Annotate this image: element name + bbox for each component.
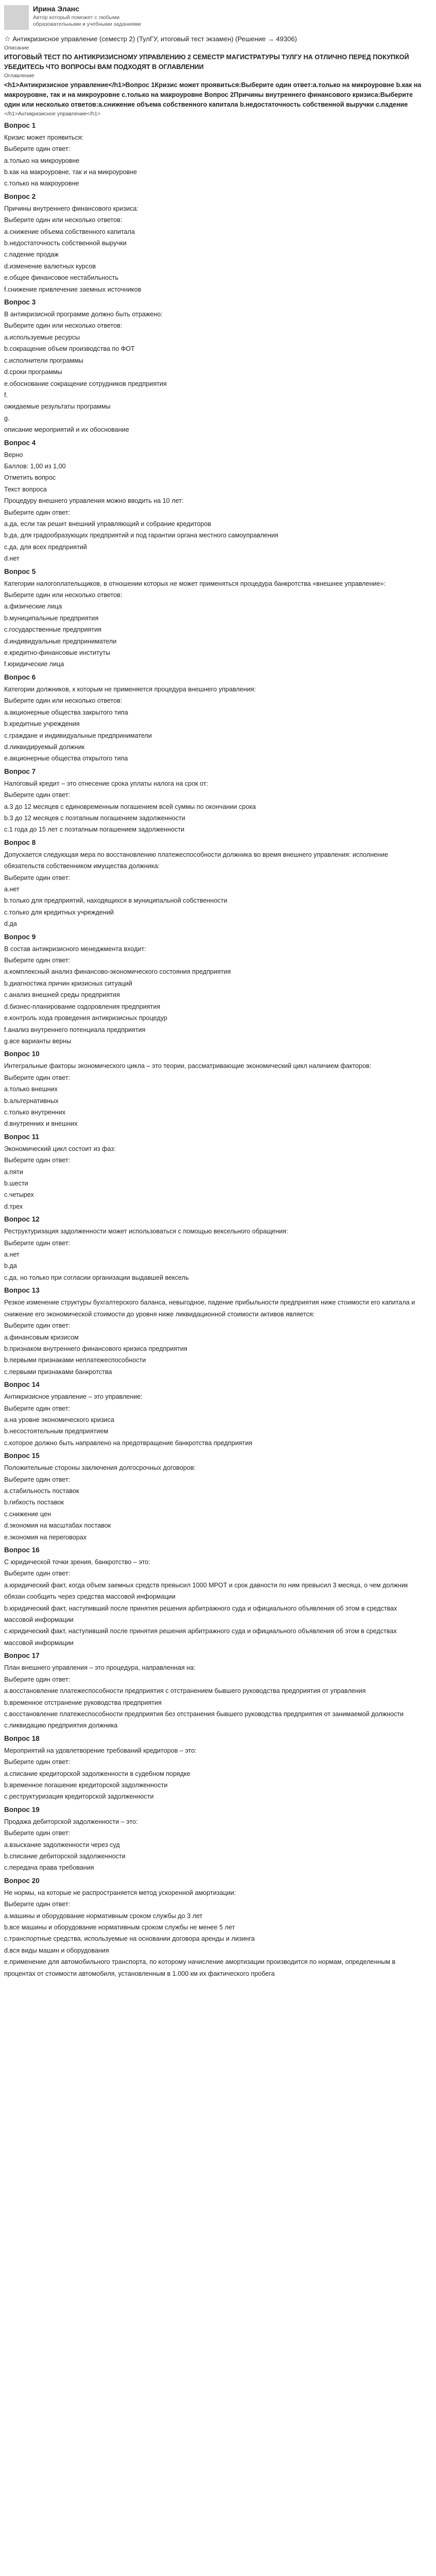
question-block: [4, 191, 424, 295]
answer-option: c.первыми признаками банкротства: [4, 1368, 112, 1376]
question-instruction: Выберите один ответ:: [4, 1675, 71, 1683]
answer-option: b.муниципальные предприятия: [4, 614, 99, 622]
question-text: С юридической точки зрения, банкротство – это:: [4, 1558, 150, 1566]
answer-option: a.акционерные общества закрытого типа: [4, 708, 128, 716]
question-instruction: Выберите один ответ:: [4, 791, 71, 799]
question-instruction: Выберите один ответ:: [4, 1322, 71, 1330]
question-instruction: Выберите один или несколько ответов:: [4, 697, 123, 705]
question-text: Причины внутреннего финансового кризиса:: [4, 205, 138, 212]
answer-option: b.временное отстранение руководства предприятия: [4, 1699, 162, 1706]
question-instruction: Выберите один ответ:: [4, 1476, 71, 1483]
avatar[interactable]: [4, 5, 29, 30]
question-instruction: Выберите один ответ:: [4, 1570, 71, 1578]
question-text: Мероприятий на удовлетворение требований кредиторов – это:: [4, 1747, 197, 1754]
answer-option: c.снижение цен: [4, 1510, 51, 1518]
question-text: Реструктуризация задолженности может использоваться с помощью вексельного обращения:: [4, 1228, 288, 1235]
answer-option: d.сроки программы: [4, 368, 62, 376]
answer-option: Текст вопроса: [4, 485, 47, 493]
answer-option: a.взыскание задолженности через суд: [4, 1841, 120, 1849]
question-block: [4, 1131, 424, 1212]
question-block: [4, 1048, 424, 1129]
question-title: Вопрос 12: [4, 1215, 40, 1224]
answer-option: e.кредитно-финансовые институты: [4, 649, 111, 657]
answer-option: c.которое должно быть направлено на предотвращение банкротства предприятия: [4, 1439, 253, 1447]
question-block: [4, 437, 424, 565]
question-title: Вопрос 6: [4, 673, 36, 681]
answer-option: c.падение продаж: [4, 251, 59, 259]
answer-option: c.исполнители программы: [4, 357, 83, 364]
document-title-block: [4, 34, 424, 44]
answer-option: a.стабильность поставок: [4, 1487, 79, 1495]
question-instruction: Выберите один ответ:: [4, 1829, 71, 1837]
answer-option: a.списание кредиторской задолженности в судебном порядке: [4, 1770, 190, 1777]
question-text: Верно: [4, 451, 23, 459]
answer-option: Выберите один ответ:: [4, 509, 71, 516]
answer-option: d.индивидуальные предприниматели: [4, 637, 117, 645]
question-block: [4, 1450, 424, 1543]
description-label: Описание: [4, 44, 29, 51]
questions-list: [4, 120, 424, 1979]
answer-option: c.да, для всех предприятий: [4, 543, 87, 551]
question-text: Категории налогоплательщиков, в отношении которых не может применяться процедура банкротства «внешнее управление»:: [4, 580, 386, 587]
question-title: Вопрос 3: [4, 298, 36, 307]
star-icon: ☆: [4, 35, 11, 43]
question-title: Вопрос 8: [4, 838, 36, 846]
answer-option: c.только для кредитных учреждений: [4, 908, 114, 916]
question-title: Вопрос 11: [4, 1132, 39, 1141]
question-title: Вопрос 20: [4, 1876, 40, 1885]
question-instruction: Выберите один ответ:: [4, 1157, 71, 1164]
question-block: [4, 1804, 424, 1874]
question-title: Вопрос 14: [4, 1381, 40, 1389]
answer-option: g.все варианты верны: [4, 1037, 72, 1045]
question-title: Вопрос 15: [4, 1452, 40, 1460]
answer-option: a.на уровне экономического кризиса: [4, 1416, 115, 1423]
question-title: Вопрос 10: [4, 1050, 40, 1058]
question-block: [4, 120, 424, 190]
toc-text: <h1>Антикризисное управление</h1>Вопрос 1Кризис может проявиться:Выберите один ответ:a.только на микроуровне b.как на макроуровне, так и на микроуровне c.только на макроуровне Вопрос 2Причины внутреннего финансового кризиса:Выберите один или несколько ответов:a.снижение объема собственного капитала b.недостаточность собственной выручки c.падение: [4, 81, 422, 109]
answer-option: a.комплексный анализ финансово-экономического состояния предприятия: [4, 968, 231, 976]
question-block: [4, 837, 424, 930]
answer-option: a.физические лица: [4, 603, 62, 611]
question-title: Вопрос 7: [4, 767, 36, 775]
question-text: Кризис может проявиться:: [4, 133, 84, 141]
answer-option: e.экономия на переговорах: [4, 1533, 87, 1541]
question-block: [4, 296, 424, 435]
answer-option: d.трех: [4, 1202, 23, 1210]
answer-option: b.как на макроуровне, так и на микроуровне: [4, 168, 137, 176]
answer-option: a.восстановление платежеспособности предприятия с отстранением бывшего руководства предприятия от управления: [4, 1687, 366, 1695]
answer-option: a.нет: [4, 1251, 20, 1259]
question-text: Антикризисное управление – это управление:: [4, 1393, 143, 1401]
question-text: Налоговый кредит – это отнесение срока уплаты налога на срок от:: [4, 779, 208, 787]
answer-option: a.машины и оборудование нормативным сроком службы до 3 лет: [4, 1912, 203, 1920]
answer-option: c.передача права требования: [4, 1864, 94, 1872]
question-block: [4, 1733, 424, 1803]
question-title: Вопрос 19: [4, 1805, 40, 1814]
question-text: Интегральные факторы экономического цикла – это теории, рассматривающие экономический цикл наличием факторов:: [4, 1062, 372, 1070]
question-instruction: Выберите один или несколько ответов:: [4, 322, 123, 330]
question-block: [4, 1875, 424, 1979]
question-block: [4, 1379, 424, 1449]
question-instruction: Выберите один ответ:: [4, 1239, 71, 1247]
question-instruction: Выберите один ответ:: [4, 874, 71, 882]
answer-option: e.контроль хода проведения антикризисных процедур: [4, 1014, 167, 1022]
question-text: Экономический цикл состоит из фаз:: [4, 1145, 116, 1153]
question-instruction: Выберите один ответ:: [4, 1901, 71, 1908]
answer-option: d.да: [4, 920, 17, 928]
answer-option: b.диагностика причин кризисных ситуаций: [4, 979, 132, 987]
question-text: Продажа дебиторской задолженности – это:: [4, 1818, 138, 1825]
answer-option: a.снижение объема собственного капитала: [4, 228, 135, 235]
answer-option: b.списание дебиторской задолженности: [4, 1853, 126, 1860]
answer-option: b.да, для градообразующих предприятий и под гарантии органа местного самоуправления: [4, 532, 278, 539]
answer-option: c.государственные предприятия: [4, 626, 101, 634]
answer-option: d.бизнес-планирование оздоровления предприятия: [4, 1003, 161, 1010]
toc-label: Оглавление: [4, 73, 34, 79]
answer-option: b.альтернативных: [4, 1097, 59, 1105]
question-block: [4, 1650, 424, 1731]
answer-option: c.граждане и индивидуальные предприниматели: [4, 732, 152, 739]
question-title: Вопрос 17: [4, 1652, 40, 1660]
answer-option: d.ликвидируемый должник: [4, 743, 85, 751]
question-text: В состав антикризисного менеджмента входит:: [4, 945, 146, 953]
answer-option: c.восстановление платежеспособности предприятия без отстранения бывшего руководства предприятия от занимаемой должности: [4, 1710, 404, 1718]
author-block: [4, 4, 424, 30]
question-block: [4, 766, 424, 836]
answer-option: c.только внутренних: [4, 1108, 66, 1116]
question-instruction: Выберите один ответ:: [4, 957, 71, 964]
answer-option: b.признаком внутреннего финансового кризиса предприятия: [4, 1345, 187, 1352]
author-description: Автор который поможет с любыми образовательными и учебными заданиями: [33, 14, 141, 27]
question-instruction: Выберите один ответ:: [4, 1404, 71, 1412]
answer-option: d.изменение валютных курсов: [4, 262, 96, 270]
question-text: План внешнего управления – это процедура, направленная на:: [4, 1664, 196, 1672]
question-block: [4, 1544, 424, 1649]
answer-option: b.все машины и оборудование нормативным сроком службы не менее 5 лет: [4, 1924, 235, 1931]
answer-option: c.юридический факт, наступивший после принятия решения арбитражного суда и официального объявления об этом в средствах массовой информации: [4, 1628, 397, 1647]
question-title: Вопрос 18: [4, 1734, 40, 1742]
answer-option: b.гибкость поставок: [4, 1499, 64, 1506]
question-title: Вопрос 5: [4, 567, 36, 575]
answer-option: c.1 года до 15 лет с поэтапным погашением задолженности: [4, 826, 185, 834]
question-text: Не нормы, на которые не распространяется метод ускоренной амортизации:: [4, 1889, 236, 1896]
answer-option: b.да: [4, 1262, 17, 1270]
question-block: [4, 1213, 424, 1283]
answer-option: c.ликвидацию предприятия должника: [4, 1722, 118, 1730]
answer-option: b.первыми признаками неплатежеспособности: [4, 1357, 146, 1364]
answer-option: b.сокращение объем производства по ФОТ: [4, 345, 135, 353]
answer-option: c.транспортные средства, используемые на основании договора аренды и лизинга: [4, 1935, 255, 1943]
answer-option: a.финансовым кризисом: [4, 1333, 79, 1341]
answer-option: d.нет: [4, 555, 20, 563]
question-text: Положительные стороны заключения долгосрочных договоров:: [4, 1464, 196, 1472]
answer-option: f.: [4, 391, 8, 399]
answer-option: c.да, но только при согласии организации выдавшей вексель: [4, 1274, 189, 1281]
question-title: Вопрос 1: [4, 121, 36, 129]
author-name[interactable]: Ирина Эланс: [33, 5, 79, 13]
question-instruction: Выберите один ответ:: [4, 145, 71, 153]
answer-option: e.общее финансовое нестабильность: [4, 274, 118, 282]
question-block: [4, 931, 424, 1047]
answer-option: d.экономия на масштабах поставок: [4, 1522, 111, 1530]
question-title: Вопрос 13: [4, 1286, 40, 1295]
answer-option: f.анализ внутреннего потенциала предприятия: [4, 1026, 146, 1033]
answer-option: Отметить вопрос: [4, 474, 56, 482]
answer-option: b.несостоятельным предприятием: [4, 1428, 108, 1435]
question-text: Резкое изменение структуры бухгалтерского баланса, невыгодное, падение прибыльности предприятия ниже стоимости его капитала и снижение его экономической стоимости до уровня ниже ликвидационной стоимости активов является:: [4, 1299, 415, 1318]
question-text: В антикризисной программе должно быть отражено:: [4, 311, 163, 318]
answer-option: b.кредитные учреждения: [4, 720, 80, 728]
question-block: [4, 671, 424, 765]
answer-option: c.четырех: [4, 1191, 34, 1199]
question-title: Вопрос 4: [4, 438, 36, 447]
answer-option: e.акционерные общества открытого типа: [4, 755, 128, 762]
question-title: Вопрос 16: [4, 1546, 40, 1554]
question-instruction: Баллов: 1,00 из 1,00: [4, 462, 66, 470]
answer-option: e.обоснование сокращение сотрудников предприятия: [4, 380, 167, 387]
question-text: Допускается следующая мера по восстановлению платежеспособности должника во время внешнего управления: исполнение обязательств собственником имущества должника:: [4, 851, 389, 870]
answer-option: a.нет: [4, 886, 20, 893]
answer-option: f.юридические лица: [4, 660, 64, 668]
question-instruction: Выберите один ответ:: [4, 1074, 71, 1081]
answer-option: ожидаемые результаты программы: [4, 403, 111, 411]
answer-option: b.юридический факт, наступивший после принятия решения арбитражного суда и официального объявления об этом в средствах массовой информации: [4, 1604, 397, 1624]
answer-option: a.только на микроуровне: [4, 157, 80, 164]
question-block: [4, 566, 424, 670]
answer-option: a.пяти: [4, 1168, 23, 1176]
answer-option: b.3 до 12 месяцев с поэтапным погашением задолженности: [4, 814, 185, 822]
answer-option: c.только на макроуровне: [4, 180, 79, 188]
answer-option: b.недостаточность собственной выручки: [4, 240, 127, 247]
answer-option: описание мероприятий и их обоснование: [4, 426, 129, 434]
answer-option: a.да, если так решит внешний управляющий и собрание кредиторов: [4, 520, 212, 528]
question-title: Вопрос 2: [4, 192, 36, 200]
answer-option: b.шести: [4, 1180, 28, 1187]
answer-option: e.применение для автомобильного транспорта, по которому начисление амортизации производится по нормам, определенным в процентах от стоимости автомобиля, установленным в 1.000 км их фактического пробега: [4, 1958, 396, 1977]
question-instruction: Выберите один или несколько ответов:: [4, 591, 123, 599]
question-instruction: Выберите один ответ:: [4, 1758, 71, 1766]
answer-option: d.вся виды машин и оборудования: [4, 1946, 109, 1954]
question-block: [4, 1284, 424, 1378]
document-title: Антикризисное управление (семестр 2) (ТулГУ, итоговый тест экзамен) (Решение → 49306): [12, 35, 297, 43]
answer-option: a.юридический факт, когда объем заемных средств превысил 1000 МРОТ и срок давности по ним превысил 3 месяца, о чем должник обязан сообщить через средства массовой информации: [4, 1581, 408, 1601]
answer-option: c.анализ внешней среды предприятия: [4, 991, 120, 999]
answer-option: b.только для предприятий, находящихся в муниципальной собственности: [4, 897, 228, 905]
question-text: Категории должников, к которым не применяется процедура внешнего управления:: [4, 685, 256, 693]
answer-option: a.только внешних: [4, 1086, 58, 1093]
answer-option: f.снижение привлечение заемных источников: [4, 285, 142, 293]
answer-option: a.3 до 12 месяцев с единовременным погашением всей суммы по окончании срока: [4, 803, 256, 810]
answer-option: b.временное погашение кредиторской задолженности: [4, 1781, 168, 1789]
toc-tail: </h1>Антикризисное управление</h1>: [4, 110, 101, 117]
question-instruction: Выберите один или несколько ответов:: [4, 216, 123, 224]
answer-option: d.внутренних и внешних: [4, 1120, 78, 1128]
answer-option: c.реструктуризация кредиторской задолженности: [4, 1793, 154, 1801]
answer-option: g.: [4, 414, 10, 422]
question-title: Вопрос 9: [4, 933, 36, 941]
answer-option: a.используемые ресурсы: [4, 333, 80, 341]
main-heading: ИТОГОВЫЙ ТЕСТ ПО АНТИКРИЗИСНОМУ УПРАВЛЕНИЮ 2 СЕМЕСТР МАГИСТРАТУРЫ ТУЛГУ НА ОТЛИЧНО ПЕРЕД ПОКУПКОЙ УБЕДИТЕСЬ ЧТО ВОПРОСЫ ВАМ ПОДХОДЯТ В ОГЛАВЛЕНИИ: [4, 53, 409, 71]
answer-option: Процедуру внешнего управления можно вводить на 10 лет:: [4, 497, 184, 505]
